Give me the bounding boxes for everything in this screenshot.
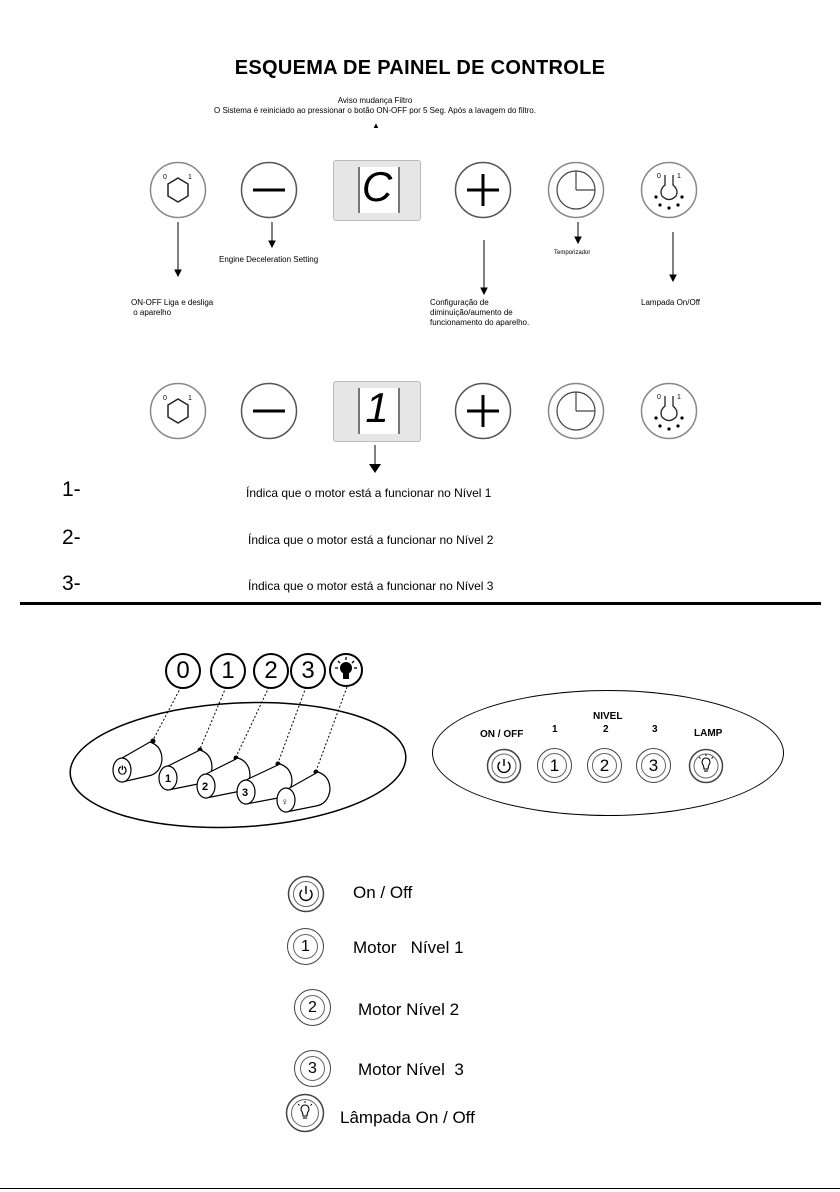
down-arrow-icon	[368, 445, 382, 475]
legend-onoff-icon	[287, 875, 325, 913]
legend-level1-digit: 1	[293, 934, 318, 959]
svg-text:2: 2	[202, 781, 209, 793]
level-description: Índica que o motor está a funcionar no Nível 1	[246, 486, 492, 500]
level2-button[interactable]	[587, 748, 622, 783]
level-number: 1-	[62, 478, 81, 501]
knob-number-2: 2	[253, 653, 289, 689]
timer-label: Temporizador	[554, 250, 591, 256]
onoff-hexagon-icon	[149, 382, 207, 440]
minus-icon	[240, 382, 298, 440]
svg-text:0: 0	[163, 395, 167, 402]
legend-level3-digit: 3	[300, 1056, 325, 1081]
svg-text:1: 1	[188, 174, 192, 181]
legend-level2-icon	[294, 989, 331, 1026]
display-panel-bottom	[333, 381, 421, 442]
display-char-top: C	[361, 163, 393, 210]
svg-text:0: 0	[163, 174, 167, 181]
plus-icon	[454, 382, 512, 440]
level2-button-digit: 2	[592, 753, 617, 778]
level-number: 3-	[62, 572, 81, 595]
engine-label: Engine Deceleration Setting	[219, 255, 319, 264]
notice-arrow-tip: ▲	[372, 121, 380, 130]
level1-button-digit: 1	[542, 753, 567, 778]
svg-text:1: 1	[677, 394, 681, 401]
filter-notice-text: O Sistema é reiniciado ao pressionar o botão ON-OFF por 5 Seg. Após a lavagem do filtro.	[214, 106, 536, 115]
lamp-dial-icon	[640, 382, 698, 440]
panel-level1-label: 1	[552, 724, 558, 735]
page-title: ESQUEMA DE PAINEL DE CONTROLE	[234, 57, 606, 79]
svg-text:1: 1	[165, 773, 172, 785]
panel-level3-label: 3	[652, 724, 658, 735]
lamp-button[interactable]	[688, 748, 724, 784]
filter-notice-title: Aviso mudança Filtro	[337, 96, 413, 105]
svg-text:1: 1	[188, 395, 192, 402]
level-description: Índica que o motor está a funcionar no Nível 2	[248, 533, 494, 547]
page-bottom-border	[0, 1188, 840, 1189]
panel-lamp-label: LAMP	[694, 728, 723, 739]
legend-level2-digit: 2	[300, 995, 325, 1020]
knob-number-1: 1	[210, 653, 246, 689]
config-label-line3: funcionamento do aparelho.	[430, 318, 530, 327]
level-description: Índica que o motor está a funcionar no Nível 3	[248, 579, 494, 593]
svg-text:0: 0	[657, 394, 661, 401]
legend-level1-icon	[287, 928, 324, 965]
onoff-label-line2: o aparelho	[131, 308, 172, 317]
knob-number-0: 0	[165, 653, 201, 689]
timer-icon	[547, 382, 605, 440]
svg-text:1: 1	[677, 173, 681, 180]
svg-text:♀: ♀	[281, 797, 289, 808]
legend-lamp-text: Lâmpada On / Off	[340, 1108, 475, 1127]
level-number: 2-	[62, 526, 81, 549]
legend-level1-text: Motor Nível 1	[353, 938, 464, 957]
knob-number-3: 3	[290, 653, 326, 689]
display-char-bottom: 1	[365, 384, 389, 431]
onoff-button[interactable]	[486, 748, 522, 784]
svg-text:3: 3	[242, 787, 249, 799]
lamp-label: Lampada On/Off	[641, 298, 700, 307]
level3-button[interactable]	[636, 748, 671, 783]
svg-text:⏻: ⏻	[118, 765, 127, 777]
config-label-line1: Configuração de	[430, 298, 489, 307]
panel-level2-label: 2	[603, 724, 609, 735]
panel-onoff-label: ON / OFF	[480, 729, 524, 740]
level1-button[interactable]	[537, 748, 572, 783]
level3-button-digit: 3	[641, 753, 666, 778]
rotary-knob-panel	[60, 680, 420, 835]
legend-level2-text: Motor Nível 2	[358, 1000, 460, 1019]
legend-level3-icon	[294, 1050, 331, 1087]
panel-nivel-label: NIVEL	[593, 711, 623, 722]
svg-text:0: 0	[657, 173, 661, 180]
section-divider	[20, 602, 821, 605]
legend-onoff-text: On / Off	[353, 883, 413, 902]
legend-level3-text: Motor Nível 3	[358, 1060, 464, 1079]
legend-lamp-icon	[285, 1093, 325, 1133]
onoff-label-line1: ON-OFF Liga e desliga	[131, 298, 214, 307]
config-label-line2: diminuição/aumento de	[430, 308, 513, 317]
